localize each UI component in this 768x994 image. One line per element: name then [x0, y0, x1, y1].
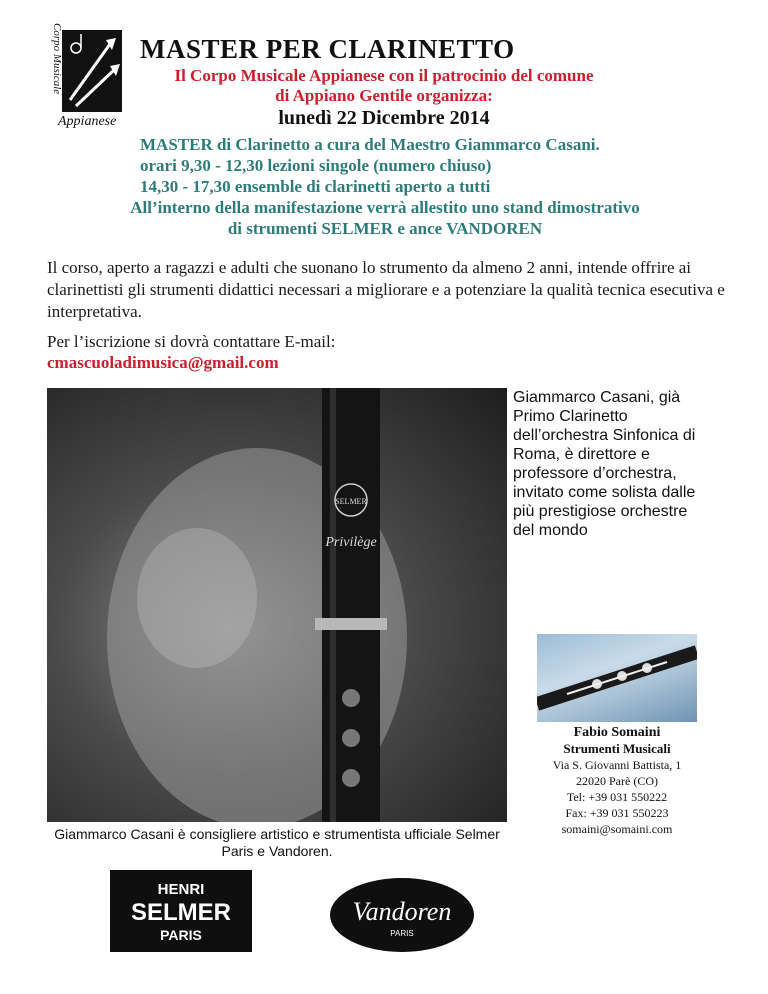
details-line-2: orari 9,30 - 12,30 lezioni singole (numero chiuso): [140, 156, 492, 175]
logo-side-text: Corpo Musicale: [51, 23, 63, 95]
shop-email[interactable]: somaini@somaini.com: [561, 822, 673, 836]
event-date: lunedì 22 Dicembre 2014: [278, 107, 490, 129]
shop-subtitle: Strumenti Musicali: [563, 741, 671, 756]
details-line-4: All’interno della manifestazione verrà allestito uno stand dimostrativo: [130, 198, 640, 217]
shop-tel: Tel: +39 031 550222: [566, 790, 668, 804]
selmer-top-text: HENRI: [157, 881, 205, 898]
page-title: MASTER PER CLARINETTO: [140, 34, 515, 64]
vandoren-logo: [328, 876, 476, 954]
shop-fax: Fax: +39 031 550223: [565, 806, 669, 820]
photo-caption: Giammarco Casani è consigliere artistico e strumentista ufficiale Selmer Paris e Vandoren.: [54, 826, 500, 859]
subtitle-line-2: di Appiano Gentile organizza:: [275, 86, 493, 105]
clarinet-model-text: Privilège: [325, 535, 377, 550]
clarinet-brand-text: SELMER: [335, 497, 367, 506]
musician-photo: [47, 388, 507, 822]
corpo-musicale-logo: [51, 23, 124, 130]
selmer-logo: [110, 870, 252, 952]
clarinet-portrait-image: [47, 388, 507, 822]
details-line-5: di strumenti SELMER e ance VANDOREN: [227, 219, 543, 238]
shop-city: 22020 Parè (CO): [576, 774, 658, 788]
enroll-label: Per l’iscrizione si dovrà contattare E-mail:: [47, 332, 336, 351]
selmer-bottom-text: PARIS: [160, 927, 202, 943]
vandoren-main-text: Vandoren: [352, 897, 452, 926]
logo-emblem: [62, 30, 122, 112]
shop-info: [537, 725, 697, 837]
vandoren-sub-text: PARIS: [390, 929, 414, 938]
shop-clarinet-image: [537, 634, 697, 722]
subtitle-line-1: Il Corpo Musicale Appianese con il patrocinio del comune: [174, 66, 594, 85]
details-line-3: 14,30 - 17,30 ensemble di clarinetti aperto a tutti: [140, 177, 491, 196]
selmer-main-text: SELMER: [130, 899, 232, 926]
details-line-1: MASTER di Clarinetto a cura del Maestro Giammarco Casani.: [140, 135, 600, 154]
musician-bio: Giammarco Casani, già Primo Clarinetto dell’orchestra Sinfonica di Roma, è direttore e professore d’orchestra, invitato come solista dalle più prestigiose orchestre del mondo: [513, 389, 696, 539]
shop-address: Via S. Giovanni Battista, 1: [552, 758, 682, 772]
trumpet-icon: [62, 30, 122, 112]
contact-email-link[interactable]: cmascuoladimusica@gmail.com: [47, 353, 279, 372]
shop-name: Fabio Somaini: [573, 725, 661, 740]
logo-bottom-text: Appianese: [58, 114, 117, 129]
course-description: Il corso, aperto a ragazzi e adulti che suonano lo strumento da almeno 2 anni, intende offrire ai clarinettisti gli strumenti didattici necessari a migliorare e a potenziare la qualità tecnica esecutiva e interpretativa.: [47, 258, 725, 321]
clarinet-illustration: [537, 634, 697, 722]
